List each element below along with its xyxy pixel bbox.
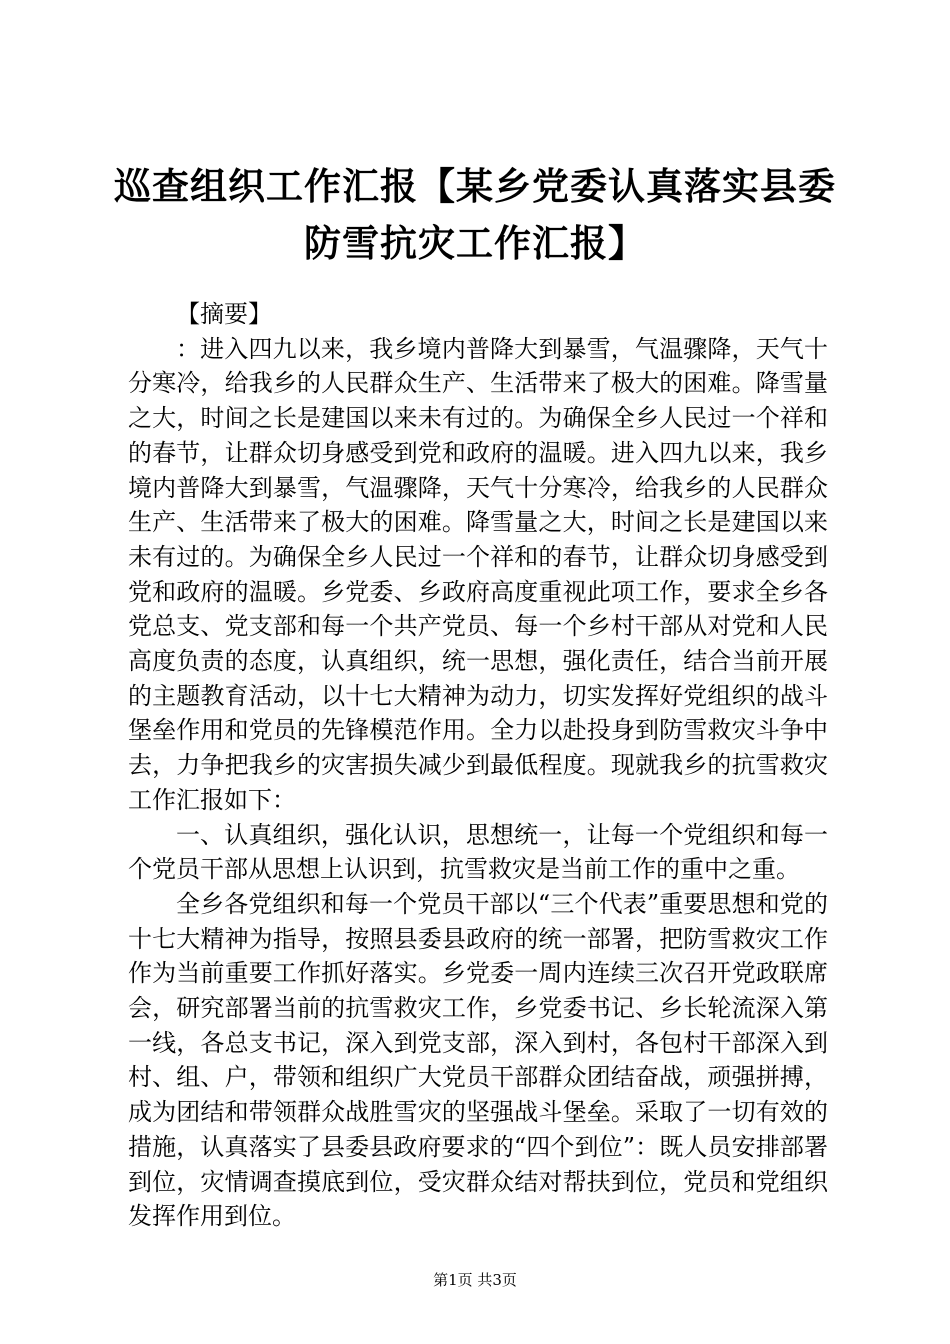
document-title: 巡查组织工作汇报【某乡党委认真落实县委防雪抗灾工作汇报】 <box>114 164 836 265</box>
body-paragraph-section-one-content: 全乡各党组织和每一个党员干部以“三个代表”重要思想和党的十七大精神为指导，按照县委县政府的统一部署，把防雪救灾工作作为当前重要工作抓好落实。乡党委一周内连续三次召开党政联席会，研究部署当前的抗雪救灾工作，乡党委书记、乡长轮流深入第一线，各总支书记，深入到党支部，深入到村，各包村干部深入到村、组、户，带领和组织广大党员干部群众团结奋战，顽强拼搏，成为团结和带领群众战胜雪灾的坚强战斗堡垒。采取了一切有效的措施，认真落实了县委县政府要求的“四个到位”：既人员安排部署到位，灾情调查摸底到位，受灾群众结对帮扶到位，党员和党组织发挥作用到位。 <box>128 889 828 1231</box>
page-footer: 第1页 共3页 <box>433 1271 517 1289</box>
abstract-label: 【摘要】 <box>176 300 272 328</box>
document-body <box>128 297 828 1234</box>
body-paragraph-section-one-heading: 一、认真组织，强化认识，思想统一，让每一个党组织和每一个党员干部从思想上认识到，抗雪救灾是当前工作的重中之重。 <box>128 820 828 884</box>
body-paragraph-abstract: ：进入四九以来，我乡境内普降大到暴雪，气温骤降，天气十分寒冷，给我乡的人民群众生产、生活带来了极大的困难。降雪量之大，时间之长是建国以来未有过的。为确保全乡人民过一个祥和的春节，让群众切身感受到党和政府的温暖。进入四九以来，我乡境内普降大到暴雪，气温骤降，天气十分寒冷，给我乡的人民群众生产、生活带来了极大的困难。降雪量之大，时间之长是建国以来未有过的。为确保全乡人民过一个祥和的春节，让群众切身感受到党和政府的温暖。乡党委、乡政府高度重视此项工作，要求全乡各党总支、党支部和每一个共产党员、每一个乡村干部从对党和人民高度负责的态度，认真组织，统一思想，强化责任，结合当前开展的主题教育活动，以十七大精神为动力，切实发挥好党组织的战斗堡垒作用和党员的先锋模范作用。全力以赴投身到防雪救灾斗争中去，力争把我乡的灾害损失减少到最低程度。现就我乡的抗雪救灾工作汇报如下： <box>128 334 828 814</box>
